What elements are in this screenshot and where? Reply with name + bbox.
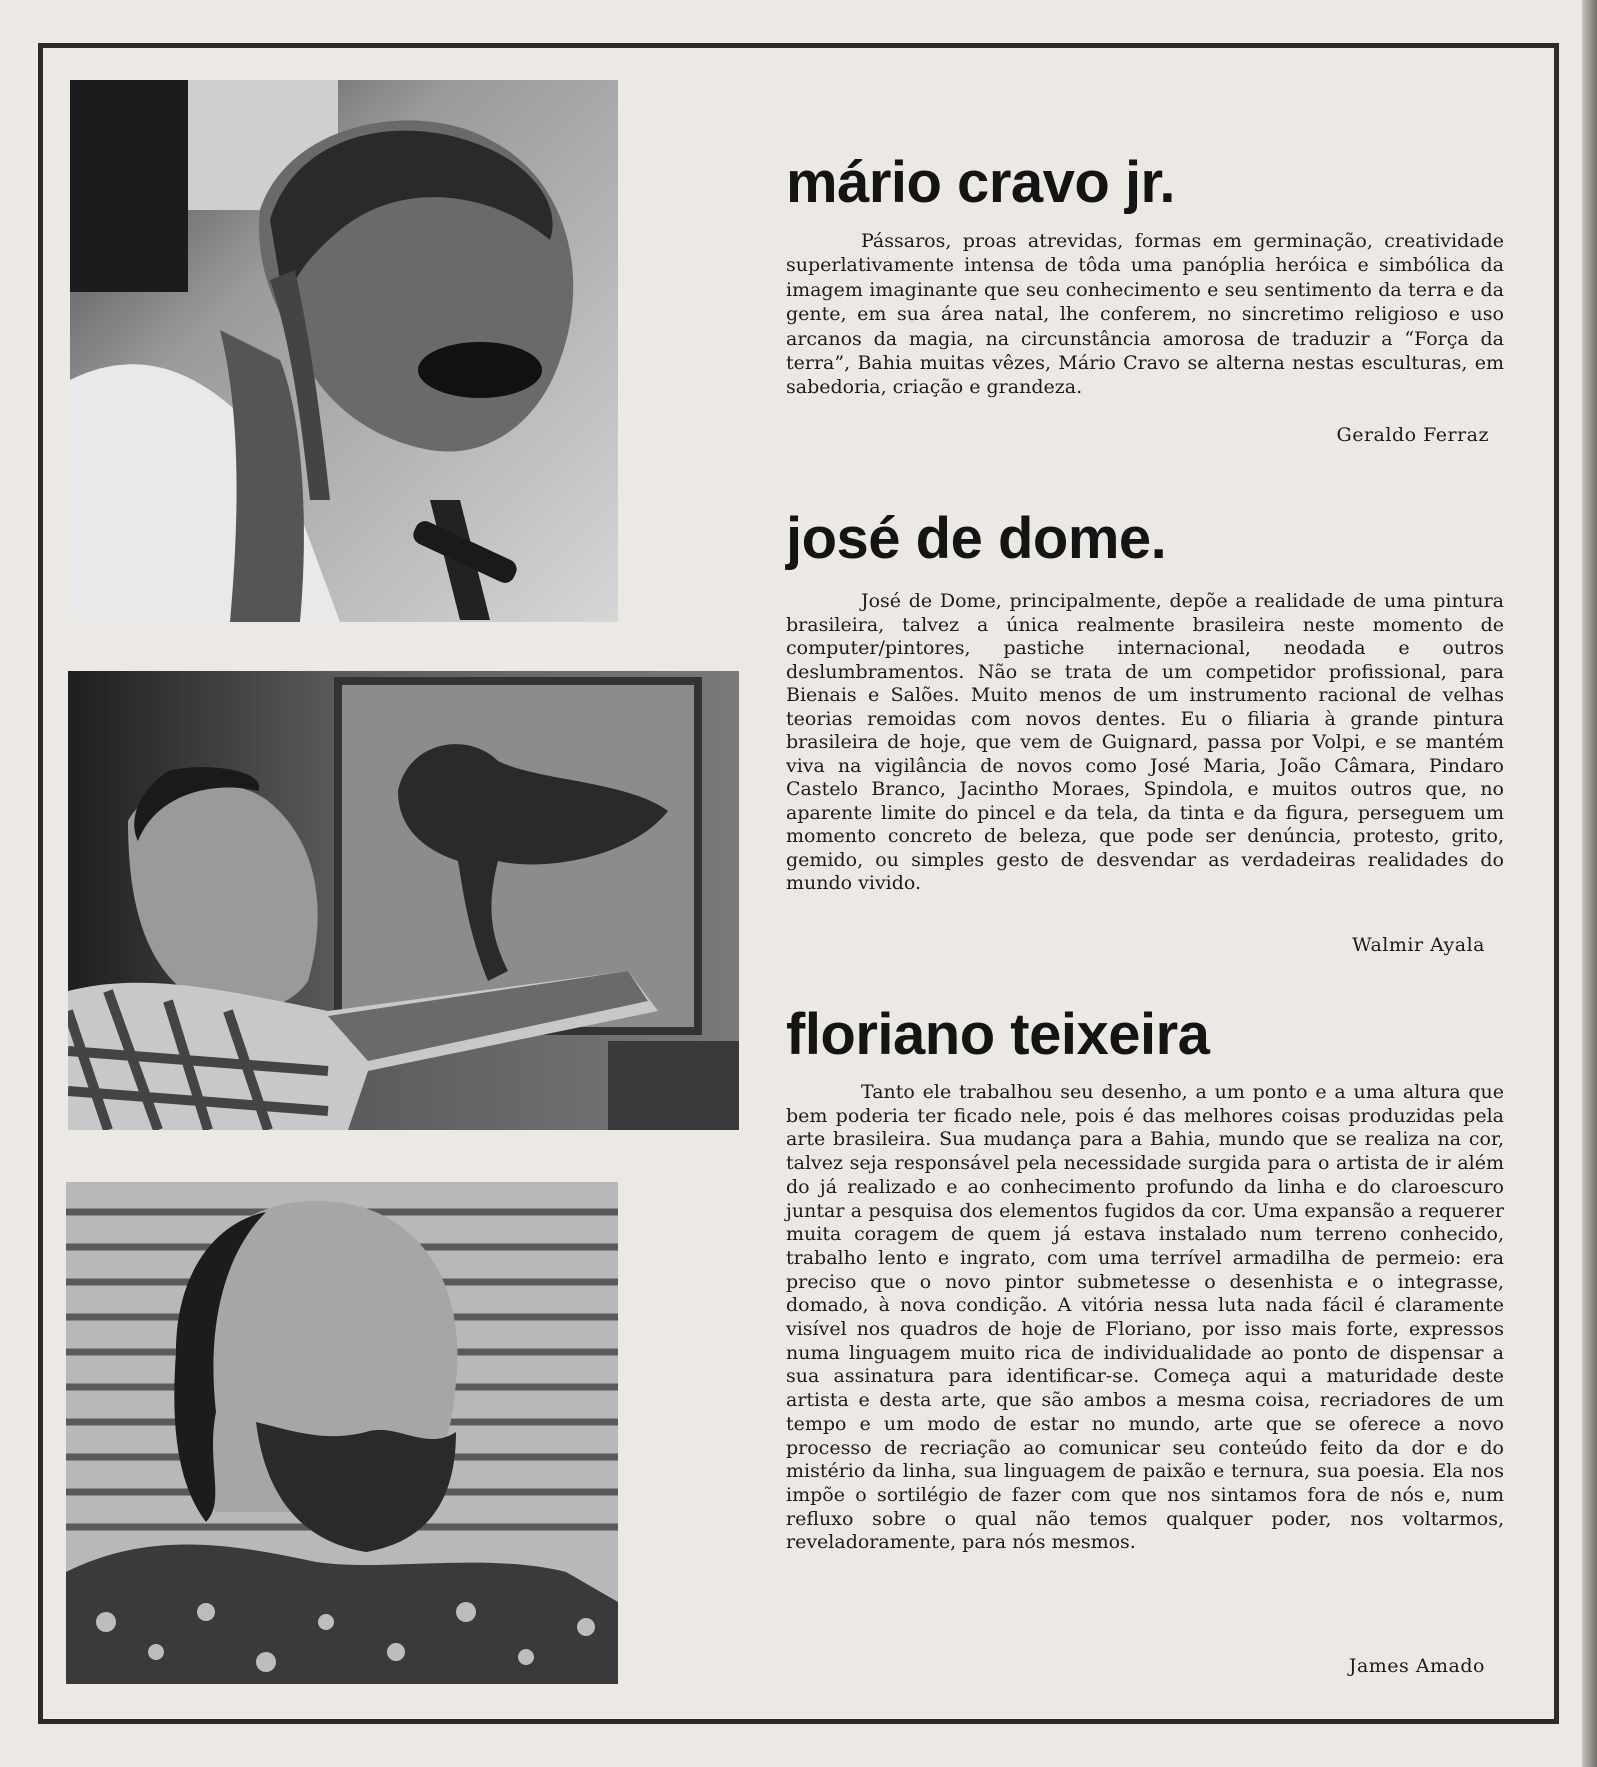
article-title-jose-de-dome: josé de dome. xyxy=(786,506,1167,571)
article-author-geraldo-ferraz: Geraldo Ferraz xyxy=(1336,424,1489,446)
article-author-walmir-ayala: Walmir Ayala xyxy=(1352,934,1485,956)
article-body-floriano-teixeira: Tanto ele trabalhou seu desenho, a um ponto e a uma altura que bem poderia ter ficado nele, pois é das melhores coisas produzidas pela arte brasileira. Sua mudança para a Bahia, mundo que se realiza na cor, talvez seja responsável pela necessidade surgida para o artista de ir além do já realizado e ao conhecimento profundo da linha e do claroescuro juntar a pesquisa dos elementos fugidos da cor. Uma expansão a requerer muita coragem de quem já estava instalado num terreno conhecido, trabalho lento e ingrato, com uma terrível armadilha de permeio: era preciso que o novo pintor submetesse o desenhista e o integrasse, domado, à nova condição. A vitória nessa luta nada fácil é claramente visível nos quadros de hoje de Floriano, por isso mais forte, expressos numa linguagem muito rica de individualidade ao ponto de dispensar a sua assinatura para identificar-se. Começa aqui a maturidade deste artista e desta arte, que são ambos a mesma coisa, recriadores de um tempo e um modo de estar no mundo, arte que se oferece a novo processo de recriação ao comunicar seu conteúdo feito da dor e do mistério da linha, sua linguagem de paixão e ternura, sua poesia. Ela nos impõe o sortilégio de fazer com que nos sintamos fora de nós e, num refluxo sobre o qual não temos qualquer poder, nos voltarmos, reveladoramente, para nós mesmos. xyxy=(786,1081,1504,1554)
jose-de-dome-portrait-photo xyxy=(68,671,739,1130)
article-body-mario-cravo: Pássaros, proas atrevidas, formas em germinação, creatividade superlativamente intensa de tôda uma panóplia heróica e simbólica da imagem imaginante que seu conhecimento e seu sentimento da terra e da gente, em sua área natal, lhe conferem, no sincretimo religioso e uso arcanos da magia, na circunstância amorosa de traduzir a “Força da terra”, Bahia muitas vêzes, Mário Cravo se alterna nestas esculturas, em sabedoria, criação e grandeza. xyxy=(786,230,1504,399)
floriano-teixeira-portrait-photo xyxy=(66,1182,618,1684)
page-edge-shadow xyxy=(1582,0,1597,1767)
article-author-james-amado: James Amado xyxy=(1348,1655,1485,1677)
mario-cravo-portrait-photo xyxy=(70,80,618,622)
article-body-jose-de-dome: José de Dome, principalmente, depõe a realidade de uma pintura brasileira, talvez a única realmente brasileira neste momento de computer/pintores, pastiche internacional, neodada e outros deslumbramentos. Não se trata de um competidor profissional, para Bienais e Salões. Muito menos de um instrumento racional de velhas teorias remoidas com novos dentes. Eu o filiaria à grande pintura brasileira de hoje, que vem de Guignard, passa por Volpi, e se mantém viva na vigilância de novos como José Maria, João Câmara, Pindaro Castelo Branco, Jacintho Moraes, Spindola, e muitos outros que, no aparente limite do pincel e da tela, da tinta e da figura, perseguem um momento concreto de beleza, que pode ser denúncia, protesto, grito, gemido, ou simples gesto de desvendar as verdadeiras realidades do mundo vivido. xyxy=(786,590,1504,894)
article-title-floriano-teixeira: floriano teixeira xyxy=(786,1002,1210,1067)
article-title-mario-cravo: mário cravo jr. xyxy=(786,150,1176,215)
